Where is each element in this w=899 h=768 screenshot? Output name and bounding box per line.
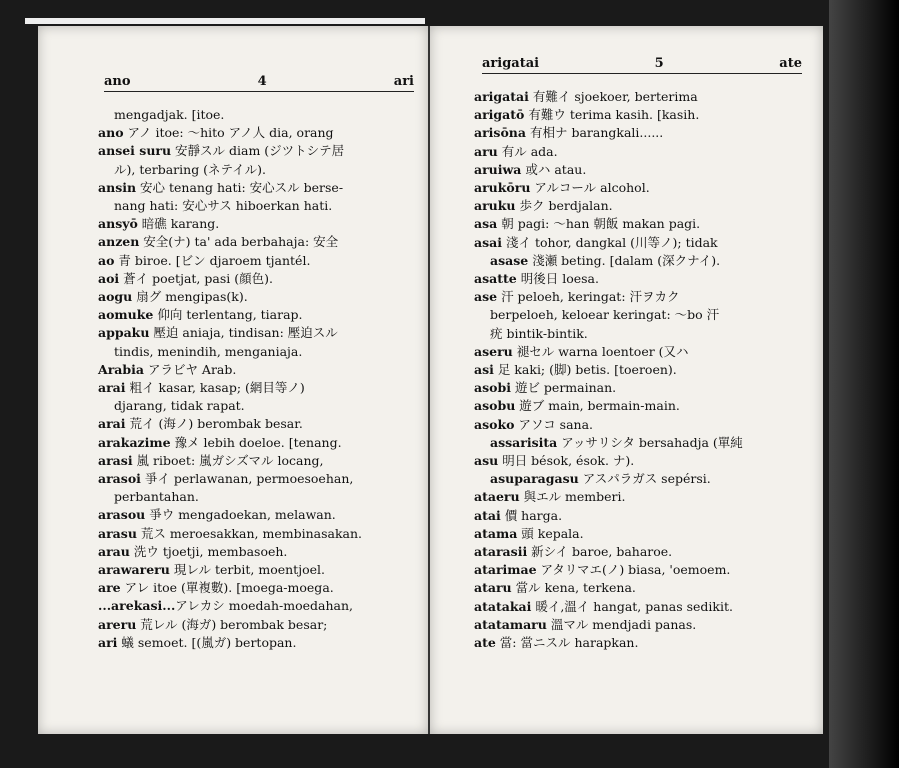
headword: arasi [98, 452, 133, 468]
dictionary-line [474, 561, 814, 579]
page-number: 5 [654, 56, 664, 71]
headword: assarisita [490, 434, 558, 450]
definition: 豫メ lebih doeloe. [tenang. [170, 434, 342, 450]
dictionary-line [98, 506, 423, 524]
dictionary-line [474, 288, 814, 306]
scan-dark-edge [829, 0, 899, 768]
definition: アノ itoe: ～hito アノ人 dia, orang [123, 125, 334, 141]
definition: 遊ブ main, bermain-main. [515, 398, 680, 414]
dictionary-line [474, 215, 814, 233]
definition: 安靜スル diam (ジツトシテ居 [171, 143, 345, 159]
dictionary-line [474, 361, 814, 379]
headword: ano [98, 125, 124, 141]
headword: asai [474, 234, 502, 250]
dictionary-line [98, 434, 423, 452]
headword: aruiwa [474, 161, 522, 177]
definition: 有ル ada. [497, 143, 558, 159]
headword: arasu [98, 525, 137, 541]
dictionary-line [98, 215, 423, 233]
definition: 暖イ,溫イ hangat, panas sedikit. [531, 598, 733, 614]
headword: aoi [98, 270, 120, 286]
headword: aomuke [98, 307, 154, 323]
left-page-header [104, 74, 414, 92]
dictionary-line [474, 343, 814, 361]
dictionary-line [98, 634, 423, 652]
headword: ate [474, 635, 496, 651]
page-edge [25, 18, 425, 24]
header-guide-word-left: ano [104, 74, 131, 89]
header-guide-word-right: ate [779, 56, 802, 71]
headword: ansin [98, 179, 137, 195]
definition: 荒ス meroesakkan, membinasakan. [136, 525, 363, 541]
dictionary-line [474, 488, 814, 506]
dictionary-line [98, 142, 423, 160]
headword: arawareru [98, 562, 170, 578]
definition: 歩ク berdjalan. [515, 198, 613, 214]
dictionary-line: berpeloeh, keloear keringat: ～bo 汗 [490, 307, 720, 323]
dictionary-line [98, 452, 423, 470]
definition: 蒼イ poetjat, pasi (顔色). [119, 270, 273, 286]
definition: 明日 bésok, ésok. ナ). [498, 453, 635, 469]
definition: 扇グ mengipas(k). [132, 289, 248, 305]
headword: areru [98, 616, 137, 632]
headword: arigatai [474, 89, 529, 104]
dictionary-line: tindis, menindih, menganiaja. [114, 343, 303, 359]
dictionary-line [474, 397, 814, 415]
definition: 嵐 riboet: 嵐ガシズマル locang, [132, 452, 324, 468]
definition: 價 harga. [500, 507, 563, 523]
headword: arigatō [474, 107, 525, 123]
right-page [430, 26, 823, 734]
definition: 有難イ sjoekoer, berterima [528, 89, 698, 104]
dictionary-line [474, 252, 814, 270]
headword: ansyō [98, 216, 138, 232]
dictionary-line [474, 161, 814, 179]
headword: asa [474, 216, 498, 232]
definition: 青 biroe. [ビン djaroem tjantél. [114, 252, 311, 268]
dictionary-line [474, 616, 814, 634]
dictionary-line [474, 270, 814, 288]
dictionary-line [98, 561, 423, 579]
definition: アタリマエ(ノ) biasa, 'oemoem. [536, 562, 731, 578]
headword: aruku [474, 198, 516, 214]
definition: アッサリシタ bersahadja (單純 [557, 434, 743, 450]
headword: asu [474, 453, 499, 469]
headword: arasou [98, 507, 146, 523]
dictionary-line: perbantahan. [114, 489, 199, 505]
definition: 暗礁 karang. [137, 216, 220, 232]
headword: arisōna [474, 125, 526, 141]
definition: アルコール alcohol. [530, 180, 650, 196]
definition: 仰向 terlentang, tiarap. [153, 307, 303, 323]
headword: arai [98, 416, 126, 432]
definition: 新シイ baroe, baharoe. [527, 544, 673, 560]
dictionary-line [98, 124, 423, 142]
definition: 淺イ tohor, dangkal (川等ノ); tidak [502, 234, 718, 250]
definition: 或ハ atau. [521, 161, 587, 177]
header-guide-word-right: ari [393, 74, 414, 89]
definition: 當: 當ニスル harapkan. [495, 635, 639, 651]
dictionary-line [98, 233, 423, 251]
headword: ansei suru [98, 143, 172, 159]
definition: 爭ウ mengadoekan, melawan. [145, 507, 336, 523]
dictionary-line [474, 525, 814, 543]
dictionary-line [98, 379, 423, 397]
dictionary-line [474, 452, 814, 470]
headword: atai [474, 507, 501, 523]
dictionary-line [474, 507, 814, 525]
definition: 與エル memberi. [519, 489, 626, 505]
dictionary-line [474, 598, 814, 616]
right-page-header [482, 56, 802, 74]
definition: 現レル terbit, moentjoel. [169, 562, 325, 578]
definition: 頭 kepala. [517, 525, 584, 541]
headword: arakazime [98, 434, 171, 450]
definition: アスパラガス sepérsi. [578, 471, 711, 487]
headword: asobi [474, 380, 511, 396]
dictionary-line: nang hati: 安心サス hiboerkan hati. [114, 198, 333, 214]
headword: arau [98, 543, 130, 559]
dictionary-line [98, 525, 423, 543]
headword: ase [474, 289, 498, 305]
definition: 洗ウ tjoetji, membasoeh. [129, 543, 288, 559]
headword: asatte [474, 271, 517, 287]
headword: arukōru [474, 180, 531, 196]
dictionary-line [474, 379, 814, 397]
headword: atatakai [474, 598, 532, 614]
definition: 有難ウ terima kasih. [kasih. [524, 107, 700, 123]
dictionary-line: djarang, tidak rapat. [114, 398, 245, 414]
headword: atama [474, 525, 518, 541]
definition: 荒イ (海ノ) berombak besar. [125, 416, 303, 432]
headword: atatamaru [474, 616, 547, 632]
dictionary-line [98, 306, 423, 324]
dictionary-line [98, 543, 423, 561]
left-entries [98, 106, 423, 652]
definition: 明後日 loesa. [516, 271, 599, 287]
dictionary-line [98, 252, 423, 270]
definition: 蟻 semoet. [(嵐ガ) bertopan. [117, 634, 297, 650]
dictionary-line [474, 143, 814, 161]
headword: arai [98, 380, 126, 396]
dictionary-line [474, 234, 814, 252]
dictionary-line [474, 106, 814, 124]
headword: ataeru [474, 489, 520, 505]
headword: aseru [474, 343, 513, 359]
headword: asoko [474, 416, 515, 432]
dictionary-line [474, 124, 814, 142]
dictionary-line [98, 288, 423, 306]
definition: 安全(ナ) ta' ada berbahaja: 安全 [139, 234, 339, 250]
headword: ao [98, 252, 115, 268]
headword: asobu [474, 398, 516, 414]
dictionary-line [474, 543, 814, 561]
page-number: 4 [257, 74, 267, 89]
dictionary-line [474, 88, 814, 106]
dictionary-line: mengadjak. [itoe. [114, 107, 225, 122]
headword: appaku [98, 325, 150, 341]
definition: 粗イ kasar, kasap; (網目等ノ) [125, 380, 305, 396]
headword: asase [490, 252, 529, 268]
definition: 壓迫 aniaja, tindisan: 壓迫スル [149, 325, 338, 341]
headword: ari [98, 634, 118, 650]
definition: 有相ナ barangkali...... [526, 125, 664, 141]
definition: アレカシ moedah-moedahan, [175, 598, 354, 614]
definition: 當ル kena, terkena. [511, 580, 636, 596]
headword: anzen [98, 234, 140, 250]
dictionary-line [474, 416, 814, 434]
headword: asi [474, 362, 494, 378]
definition: 安心 tenang hati: 安心スル berse- [136, 179, 344, 195]
dictionary-line [98, 579, 423, 597]
definition: アラビヤ Arab. [143, 361, 237, 377]
dictionary-line: ル), terbaring (ネテイル). [114, 161, 267, 177]
dictionary-line [474, 579, 814, 597]
definition: アレ itoe (單複數). [moega-moega. [120, 580, 334, 596]
dictionary-line [98, 415, 423, 433]
dictionary-line [98, 324, 423, 342]
header-guide-word-left: arigatai [482, 56, 540, 71]
definition: 淺瀬 beting. [dalam (深クナイ). [528, 252, 721, 268]
definition: 朝 pagi: ～han 朝飯 makan pagi. [497, 216, 701, 232]
definition: アソコ sana. [514, 416, 594, 432]
dictionary-line [98, 179, 423, 197]
dictionary-line [98, 616, 423, 634]
dictionary-line: 疣 bintik-bintik. [490, 325, 588, 341]
dictionary-line [474, 634, 814, 652]
left-page [38, 26, 430, 734]
headword: atarimae [474, 562, 537, 578]
dictionary-line [474, 197, 814, 215]
headword: arasoi [98, 471, 141, 487]
definition: 爭イ perlawanan, permoesoehan, [140, 471, 354, 487]
dictionary-line [474, 470, 814, 488]
definition: 遊ビ permainan. [510, 380, 617, 396]
dictionary-line [98, 270, 423, 288]
headword: asuparagasu [490, 471, 579, 487]
headword: atarasii [474, 544, 528, 560]
headword: ...arekasi... [98, 598, 176, 614]
dictionary-line [98, 470, 423, 488]
dictionary-line [98, 597, 423, 615]
headword: Arabia [98, 361, 144, 377]
headword: aogu [98, 289, 133, 305]
definition: 汗 peloeh, keringat: 汗ヲカク [497, 289, 680, 305]
dictionary-line [474, 434, 814, 452]
definition: 足 kaki; (脚) betis. [toeroen). [493, 362, 677, 378]
definition: 荒レル (海ガ) berombak besar; [136, 616, 328, 632]
headword: ataru [474, 580, 512, 596]
definition: 溫マル mendjadi panas. [546, 616, 697, 632]
dictionary-line [98, 361, 423, 379]
headword: are [98, 580, 121, 596]
headword: aru [474, 143, 498, 159]
dictionary-line [474, 179, 814, 197]
definition: 褪セル warna loentoer (又ハ [512, 343, 689, 359]
right-entries [474, 88, 814, 652]
